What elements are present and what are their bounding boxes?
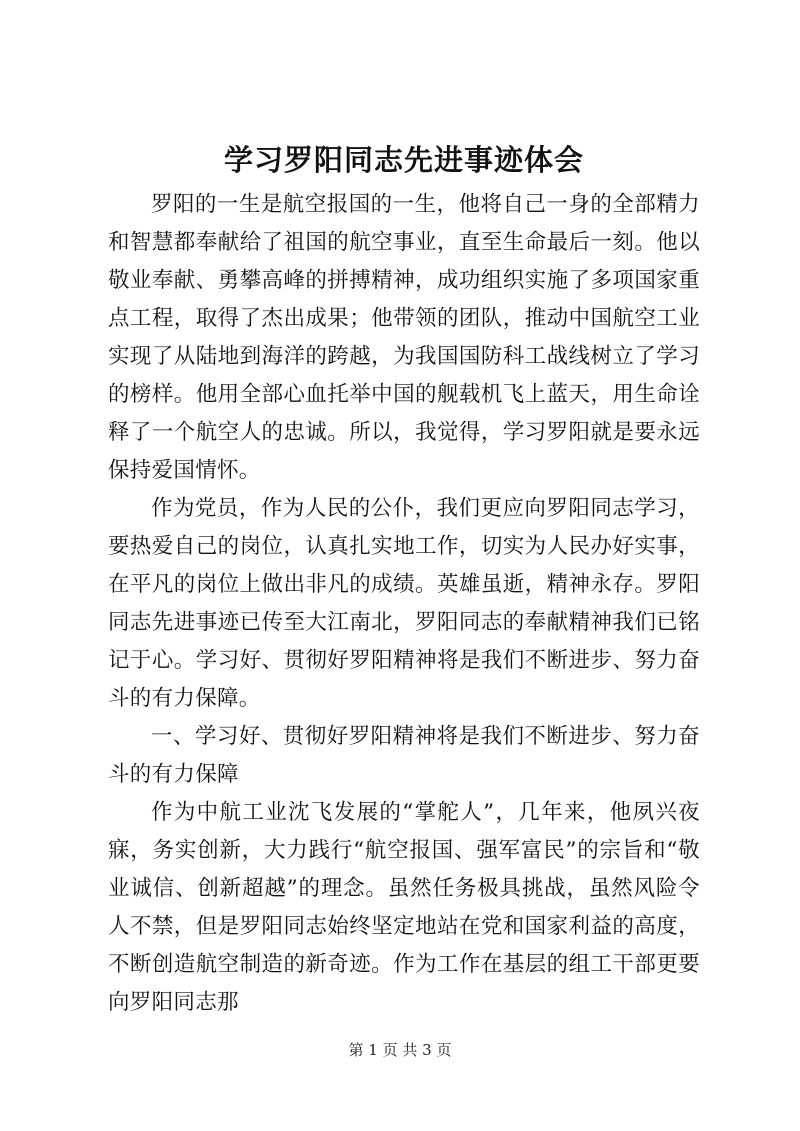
section-heading-1: 一、学习好、贯彻好罗阳精神将是我们不断进步、努力奋斗的有力保障 xyxy=(108,724,700,787)
paragraph-2: 作为党员，作为人民的公仆，我们更应向罗阳同志学习，要热爱自己的岗位，认真扎实地工作，切实为人民办好实事，在平凡的岗位上做出非凡的成绩。英雄虽逝，精神永存。罗阳同志先进事迹已传至大江南北，罗阳同志的奉献精神我们已铭记于心。学习好、贯彻好罗阳精神将是我们不断进步、努力奋斗的有力保障。 xyxy=(108,496,700,711)
page-footer: 第 1 页 共 3 页 xyxy=(348,1041,452,1059)
paragraph-1: 罗阳的一生是航空报国的一生，他将自己一身的全部精力和智慧都奉献给了祖国的航空事业，直至生命最后一刻。他以敬业奉献、勇攀高峰的拼搏精神，成功组织实施了多项国家重点工程，取得了杰出成果；他带领的团队，推动中国航空工业实现了从陆地到海洋的跨越，为我国国防科工战线树立了学习的榜样。他用全部心血托举中国的舰载机飞上蓝天，用生命诠释了一个航空人的忠诚。所以，我觉得，学习罗阳就是要永远保持爱国情怀。 xyxy=(108,192,700,483)
document-page xyxy=(108,140,700,1022)
paragraph-3: 作为中航工业沈飞发展的“掌舵人”，几年来，他夙兴夜寐，务实创新，大力践行“航空报国、强军富民”的宗旨和“敬业诚信、创新超越”的理念。虽然任务极具挑战，虽然风险令人不禁，但是罗阳同志始终坚定地站在党和国家利益的高度，不断创造航空制造的新奇迹。作为工作在基层的组工干部更要向罗阳同志那 xyxy=(108,800,700,1015)
document-title: 学习罗阳同志先进事迹体会 xyxy=(223,143,584,177)
